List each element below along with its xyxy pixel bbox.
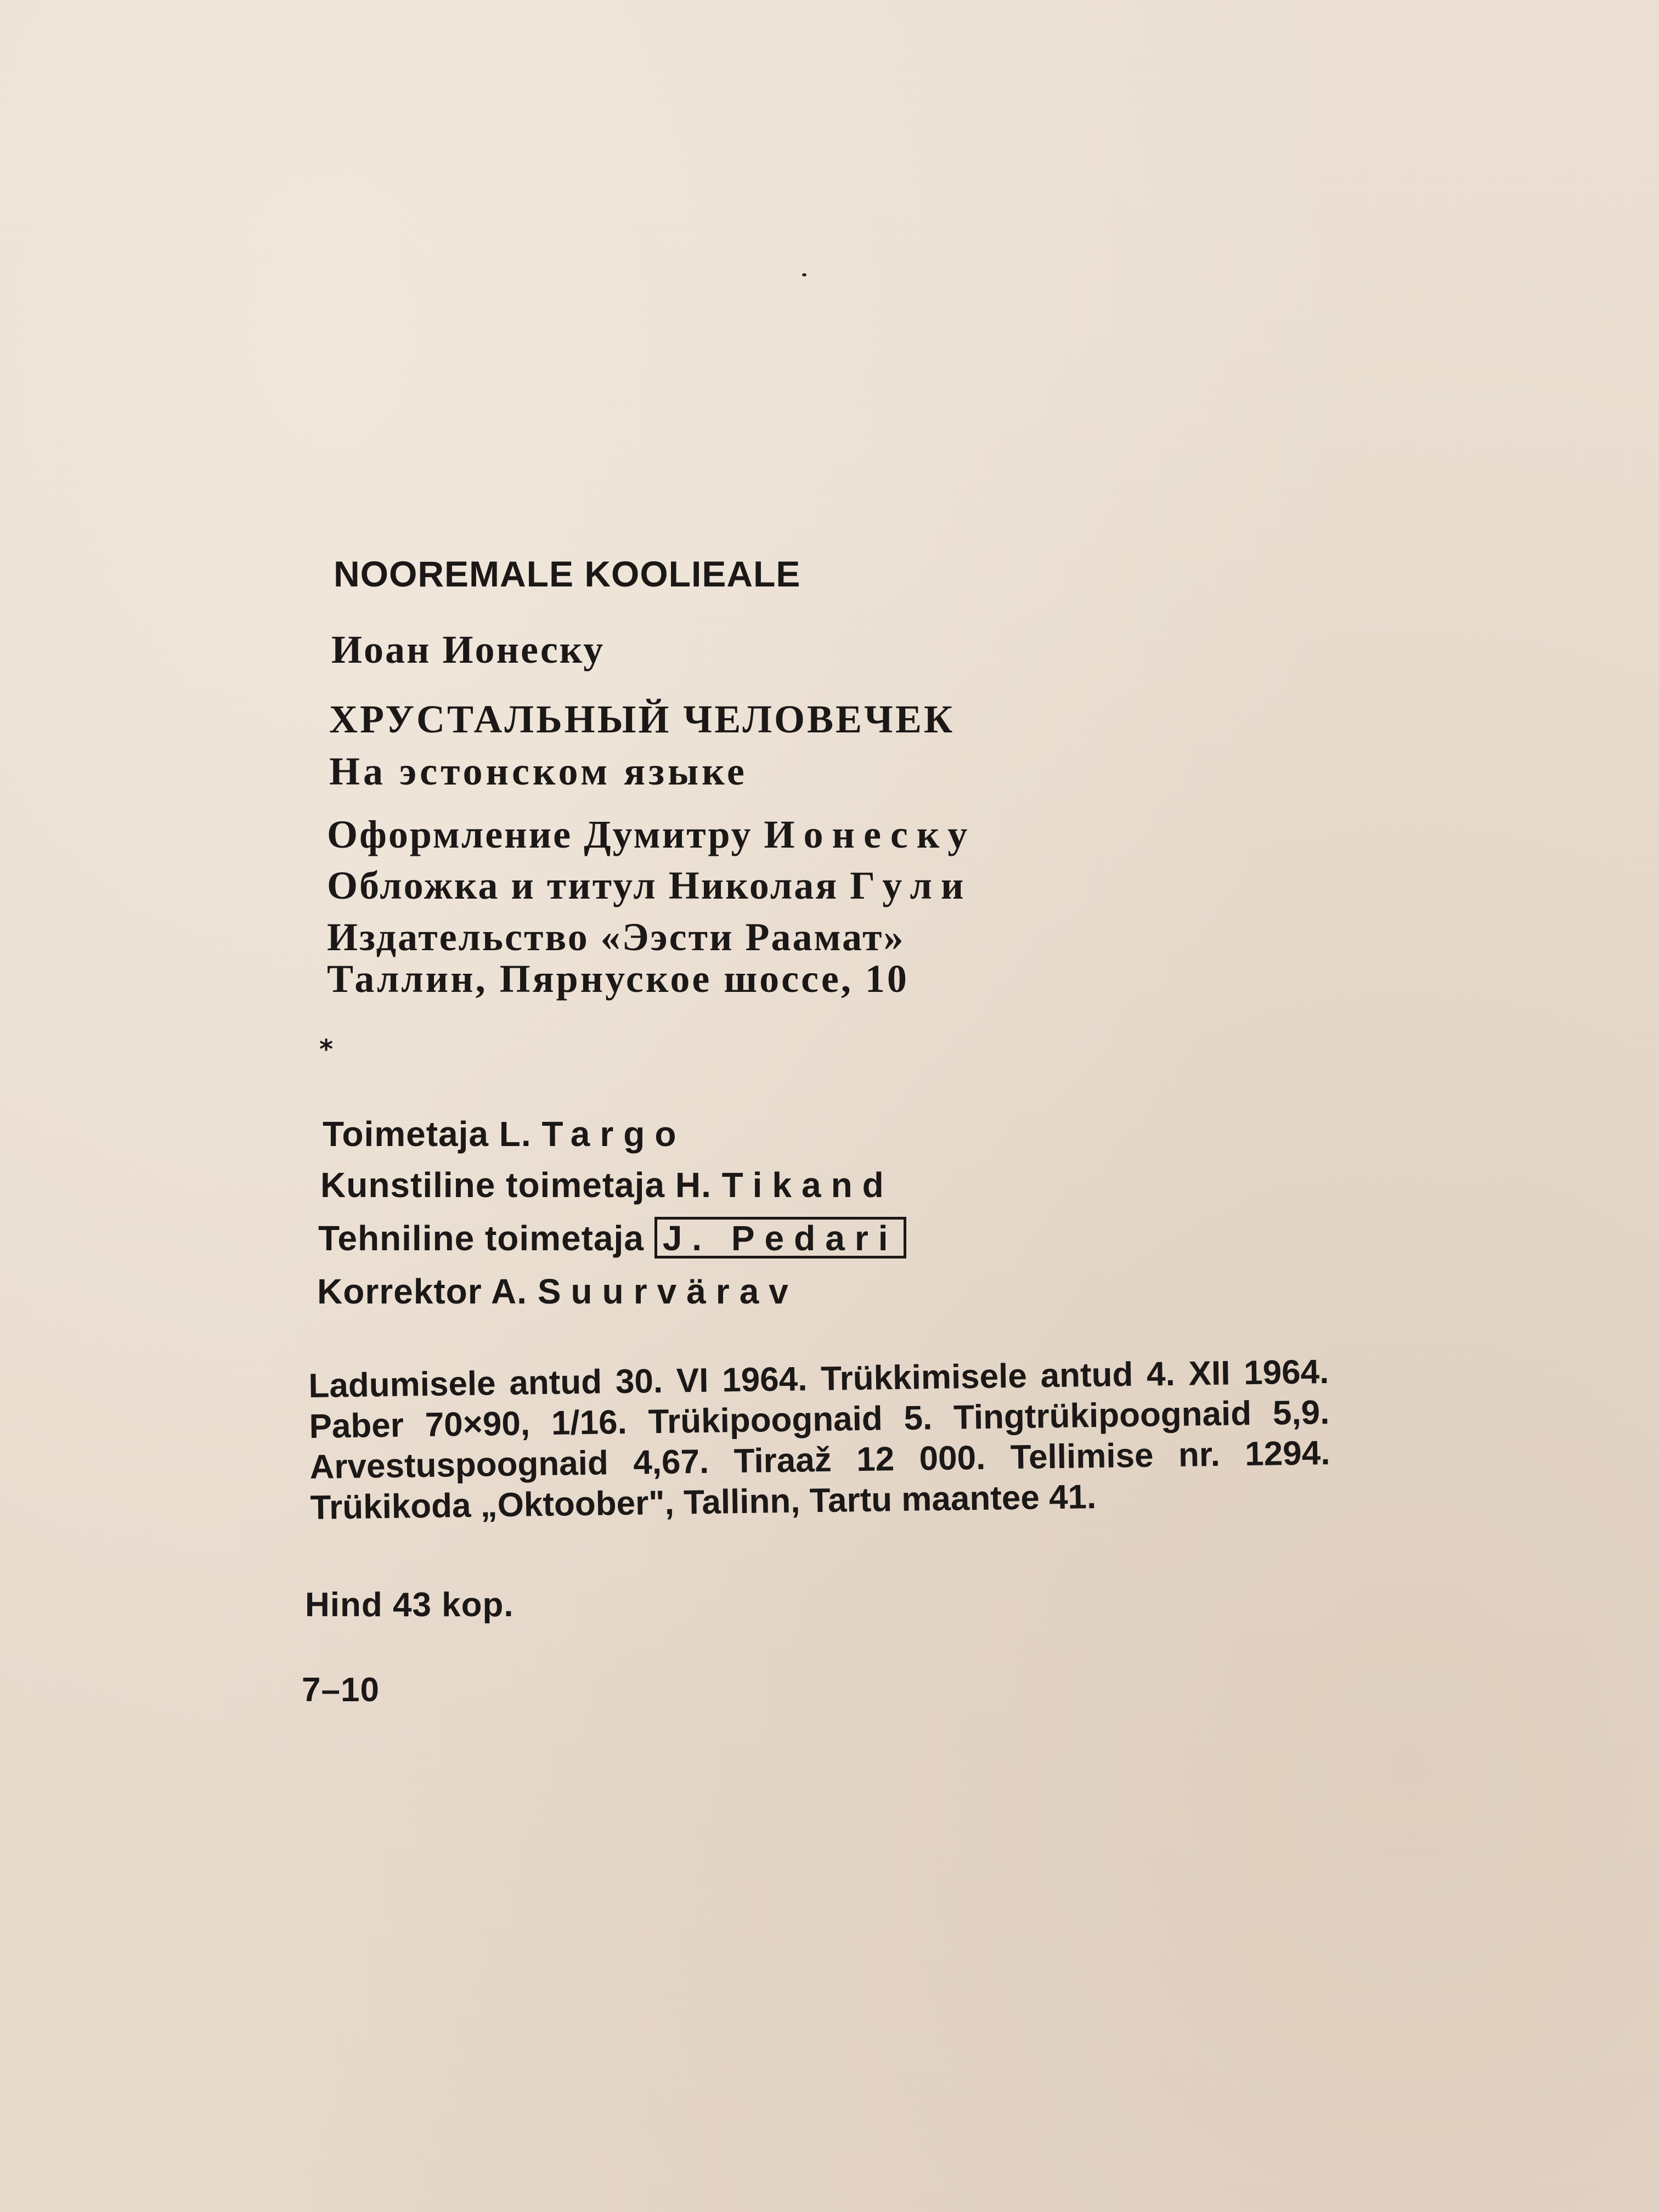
book-title: ХРУСТАЛЬНЫЙ ЧЕЛОВЕЧЕК	[329, 697, 955, 741]
design-name: Ионеску	[764, 812, 977, 856]
art-editor-credit	[320, 1167, 894, 1203]
tech-editor-credit	[318, 1217, 906, 1259]
publisher-name: Издательство «Ээсти Раамат»	[327, 915, 905, 959]
proofreader-credit	[317, 1274, 798, 1309]
editor-credit	[323, 1116, 686, 1152]
language-note: На эстонском языке	[329, 749, 748, 793]
catalog-code: 7–10	[302, 1671, 380, 1709]
tech-editor-label: Tehniline toimetaja	[318, 1218, 644, 1258]
cover-label: Обложка и титул Николая	[327, 864, 839, 907]
proofreader-name: Suurvärav	[537, 1272, 798, 1311]
separator-asterisk: *	[319, 1034, 334, 1065]
publisher-address: Таллин, Пярнуское шоссе, 10	[327, 957, 909, 1001]
design-label: Оформление Думитру	[327, 812, 753, 856]
art-editor-label: Kunstiline toimetaja H.	[320, 1165, 712, 1205]
editor-label: Toimetaja L.	[323, 1114, 532, 1154]
tech-editor-name-box: J. Pedari	[654, 1217, 906, 1259]
cover-name: Гули	[850, 864, 973, 907]
art-editor-name: Tikand	[721, 1165, 894, 1205]
author-name: Иоан Ионеску	[331, 628, 605, 672]
series-label: NOOREMALE KOOLIEALE	[334, 554, 801, 594]
editor-name: Targo	[541, 1114, 686, 1154]
paper-speck	[802, 273, 806, 276]
cover-credit	[327, 866, 972, 905]
price-label: Hind 43 kop.	[305, 1586, 514, 1624]
proofreader-label: Korrektor A.	[317, 1272, 528, 1311]
design-credit	[327, 812, 977, 856]
imprint-paragraph: Ladumisele antud 30. VI 1964. Trükkimisele antud 4. XII 1964. Paber 70×90, 1/16. Trükipoognaid 5. Tingtrükipoognaid 5,9. Arvestuspoognaid 4,67. Tiraaž 12 000. Tellimise nr. 1294. Trükikoda „Oktoober", Tallinn, Tartu maantee 41.	[308, 1353, 1330, 1527]
